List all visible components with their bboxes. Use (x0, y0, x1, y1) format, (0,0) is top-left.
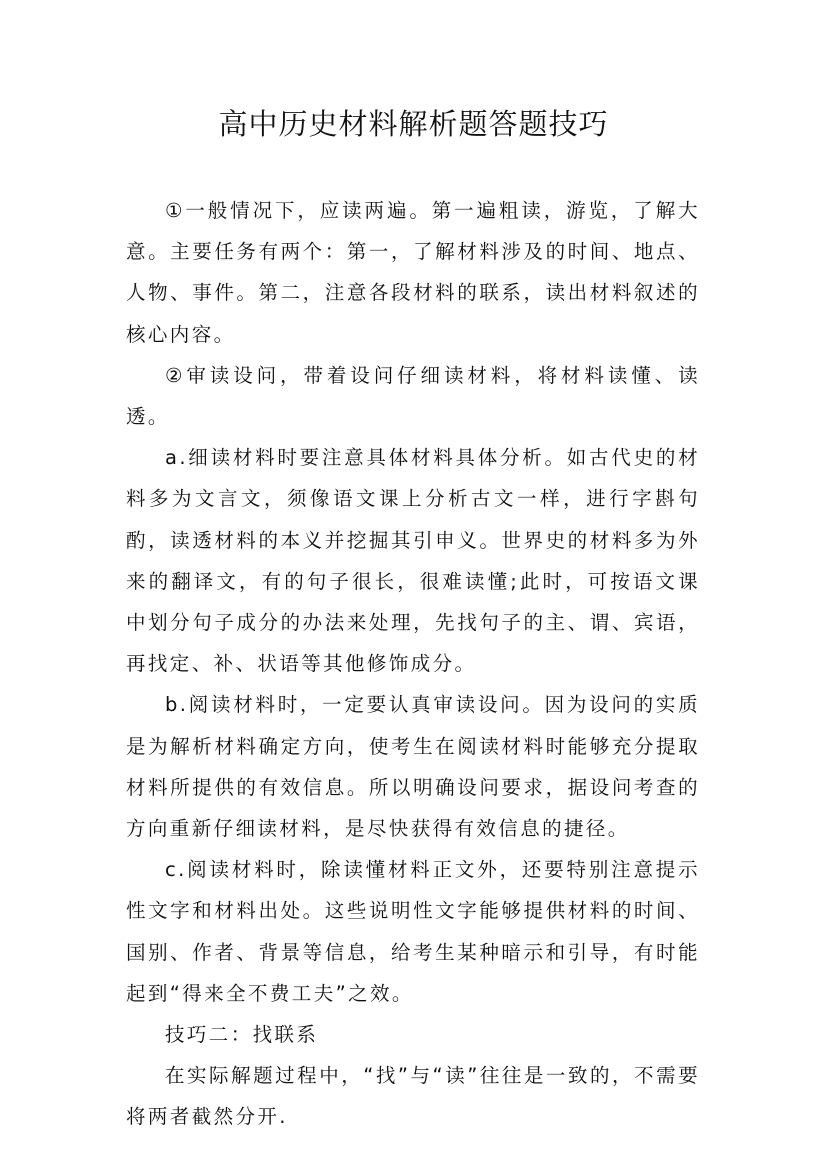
paragraph-point-a: a.细读材料时要注意具体材料具体分析。如古代史的材料多为文言文，须像语文课上分析古文一样，进行字斟句酌，读透材料的本义并挖掘其引申义。世界史的材料多为外来的翻译文，有的句子很长，很难读懂;此时，可按语文课中划分句子成分的办法来处理，先找句子的主、谓、宾语，再找定、补、状语等其他修饰成分。 (126, 446, 700, 676)
paragraph-read-questions: ②审读设问，带着设问仔细读材料，将材料读懂、读透。 (126, 363, 700, 429)
document-body (126, 190, 700, 1138)
paragraph-reading-twice: ①一般情况下，应读两遍。第一遍粗读，游览，了解大意。主要任务有两个：第一，了解材料涉及的时间、地点、人物、事件。第二，注意各段材料的联系，读出材料叙述的核心内容。 (126, 199, 700, 346)
document-title: 高中历史材料解析题答题技巧 (218, 107, 609, 141)
paragraph-find-connections: 在实际解题过程中，“找”与“读”往往是一致的，不需要将两者截然分开. (126, 1064, 700, 1129)
paragraph-point-b: b.阅读材料时，一定要认真审读设问。因为设问的实质是为解析材料确定方向，使考生在阅读材料时能够充分提取材料所提供的有效信息。所以明确设问要求，据设问考查的方向重新仔细读材料，是尽快获得有效信息的捷径。 (126, 693, 700, 841)
paragraph-point-c: c.阅读材料时，除读懂材料正文外，还要特别注意提示性文字和材料出处。这些说明性文字能够提供材料的时间、国别、作者、背景等信息，给考生某种暗示和引导，有时能起到“得来全不费工夫”之效。 (126, 858, 700, 1005)
section-heading-skill-two: 技巧二：找联系 (165, 1023, 319, 1047)
